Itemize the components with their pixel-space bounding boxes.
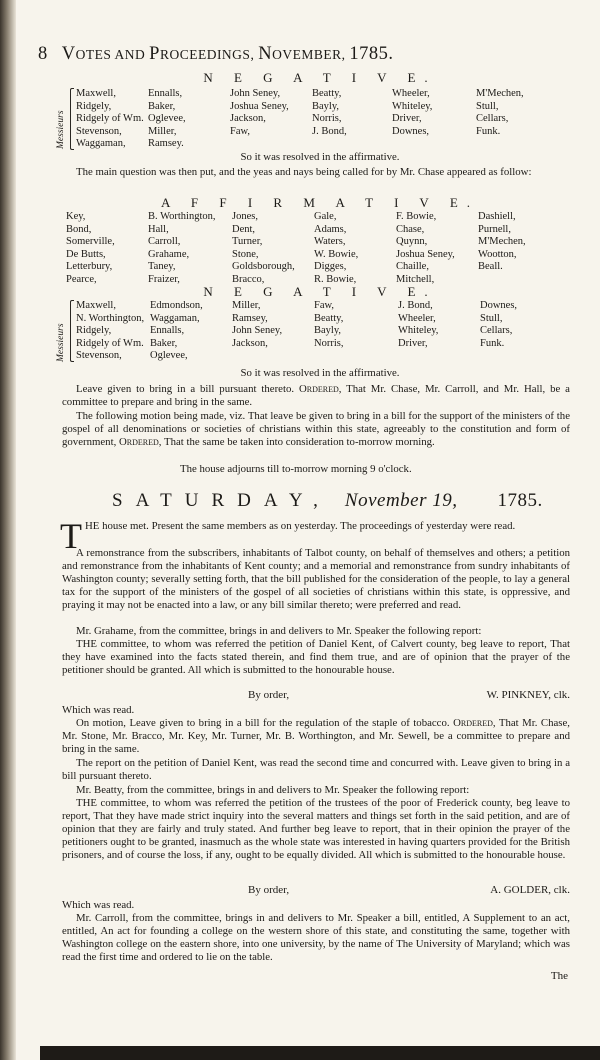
- voter-name: Beall.: [478, 261, 503, 273]
- voter-name: Wheeler,: [392, 88, 430, 99]
- voter-name: Stull,: [476, 100, 499, 112]
- voter-name: Fraizer,: [148, 273, 180, 285]
- catchword: The: [550, 970, 568, 982]
- negative-heading-1: N E G A T I V E.: [203, 70, 437, 85]
- report-kent-text: committee, to whom was referred the petition of Daniel Kent, of Calvert county, beg leave to report, That they have examined into the facts stated therein, and find them true, and are of opinion that the prayer of the petitioner should be granted. All which is submitted to the honourable house.: [62, 638, 570, 676]
- motion-paragraph: [62, 410, 570, 449]
- voter-name: Oglevee,: [148, 113, 186, 125]
- voter-name: Joshua Seney,: [230, 100, 289, 112]
- voter-name: J. Bond,: [398, 300, 433, 311]
- beatty-paragraph: Mr. Beatty, from the committee, brings in and delivers to Mr. Speaker the following report:: [76, 784, 470, 796]
- voter-name: Key,: [66, 211, 86, 222]
- voter-name: Cellars,: [480, 325, 513, 337]
- voter-name: Oglevee,: [150, 350, 188, 362]
- aff-col-3: [232, 211, 295, 287]
- voter-name: R. Bowie,: [314, 273, 357, 285]
- voter-name: Chaille,: [396, 261, 429, 273]
- voter-name: Edmondson,: [150, 300, 203, 311]
- page-header: [38, 44, 393, 65]
- voter-name: Quynn,: [396, 236, 428, 248]
- voter-name: Stull,: [480, 312, 503, 324]
- kent-report-paragraph: The report on the petition of Daniel Kent, was read the second time and concurred with. Leave given to bring in a bill pursuant thereto.: [62, 757, 570, 782]
- motion-text-b: That the same be taken into consideration to-morrow morning.: [161, 435, 435, 448]
- ordered-word: Ordered,: [298, 383, 342, 395]
- voter-name: Norris,: [312, 113, 342, 125]
- voter-name: Beatty,: [314, 312, 344, 324]
- voter-name: F. Bowie,: [396, 211, 437, 222]
- voter-name: Baker,: [150, 337, 178, 349]
- house-met-text: HE house met. Present the same members as on yesterday. The proceedings of yesterday were read.: [85, 520, 516, 532]
- vote1-col-6: [476, 88, 524, 138]
- neg-col-4: [314, 300, 343, 350]
- house-met-paragraph: [60, 516, 570, 556]
- title-roceedings: ROCEEDINGS,: [159, 47, 259, 62]
- voter-name: Funk.: [480, 337, 505, 349]
- aff-col-1: [66, 211, 115, 287]
- neg-col-3: [232, 300, 282, 350]
- resolved-line-2: So it was resolved in the affirmative.: [240, 367, 400, 379]
- voter-name: M'Mechen,: [476, 88, 524, 99]
- voter-name: Chase,: [396, 223, 425, 235]
- voter-name: Beatty,: [312, 88, 342, 99]
- neg-col-1: [76, 300, 144, 363]
- voter-name: Joshua Seney,: [396, 248, 455, 260]
- voter-name: Stone,: [232, 248, 259, 260]
- remonstrance-paragraph: A remonstrance from the subscribers, inhabitants of Talbot county, on behalf of themselves and others; a petition and remonstrance from the inhabitants of Kent county; and a memorial and remonstrance from sundry inhabitants of Washington county; severally setting forth, that the bill published for the consideration of the people, to lay a general tax for the support of the ministers of the gospel of all societies of christians within this state, is oppressive, and praying it may not be enacted into a law, or any bill similar thereto; were preferred and read.: [62, 547, 570, 611]
- carroll-paragraph: Mr. Carroll, from the committee, brings in and delivers to Mr. Speaker a bill, entitled, A Supplement to an act, entitled, An act for founding a college on the western shore of this state, and constituting the same, together with Washington college on the eastern shore, into one university, by the name of The University of Maryland; which was read the first time and ordered to lie on the table.: [62, 912, 570, 963]
- page-number: 8: [38, 44, 48, 64]
- leave-text-a: Leave given to bring in a bill pursuant thereto.: [76, 383, 299, 395]
- which-read-2: Which was read.: [62, 899, 135, 911]
- voter-name: Dent,: [232, 223, 256, 235]
- voter-name: John Seney,: [232, 325, 283, 337]
- page-binding-edge: [0, 0, 16, 1060]
- voter-name: Ridgely,: [76, 100, 112, 112]
- report-frederick-text: committee, to whom was referred the petition of the trustees of the poor of Frederick county, beg leave to report, That they have made strict inquiry into the several matters and things set forth in the said petition, and are of opinion that they are fairly and truly stated. And further beg leave to report, that in their opinion the prayer of the petitioners ought to be granted, inasmuch as the whole state was interested in having quarters provided for the British prisoners, and of course the loss, if any, ought to be equally divided. All which is submitted to the honourable house.: [62, 797, 570, 861]
- voter-name: M'Mechen,: [478, 236, 526, 248]
- voter-name: De Butts,: [66, 248, 106, 260]
- messieurs-label-1: Messieurs: [56, 110, 66, 149]
- tobacco-paragraph: [62, 717, 570, 756]
- voter-name: Bayly,: [314, 325, 342, 337]
- voter-name: Faw,: [314, 300, 335, 311]
- voter-name: Hall,: [148, 223, 169, 235]
- voter-name: Dashiell,: [478, 211, 516, 222]
- voter-name: Stevenson,: [76, 125, 122, 137]
- voter-name: Ridgely of Wm.: [76, 337, 144, 349]
- voter-name: Miller,: [232, 300, 261, 311]
- voter-name: Maxwell,: [76, 300, 116, 311]
- voter-name: N. Worthington,: [76, 312, 145, 324]
- vote1-col-2: [148, 88, 186, 151]
- tobacco-text-b: That Mr. Chase, Mr. Stone, Mr. Bracco, Mr. Key, Mr. Turner, Mr. B. Worthington, and Mr. Sewell, be a committee to prepare and bring in the same.: [62, 717, 570, 755]
- leave-text-b: That Mr. Chase, Mr. Carroll, and Mr. Hall, be a committee to prepare and bring in the same.: [62, 383, 570, 408]
- brace-1: [70, 88, 74, 150]
- voter-name: Ramsey,: [232, 312, 268, 324]
- vote1-col-5: [392, 88, 432, 138]
- voter-name: Bracco,: [232, 273, 265, 285]
- main-question-paragraph: The main question was then put, and the yeas and nays being called for by Mr. Chase appeared as follow:: [76, 166, 532, 178]
- resolved-line-1: So it was resolved in the affirmative.: [240, 151, 400, 163]
- voter-name: Ramsey.: [148, 138, 184, 150]
- affirmative-heading: A F F I R M A T I V E.: [160, 195, 480, 210]
- voter-name: Faw,: [230, 125, 251, 137]
- voter-name: Adams,: [314, 223, 347, 235]
- title-otes: OTES AND: [75, 47, 150, 62]
- title-ovember: OVEMBER,: [272, 47, 350, 62]
- voter-name: Taney,: [148, 261, 176, 273]
- motion-text-a: The following motion being made, viz. That leave be given to bring in a bill for the support of the ministers of the gospel of all denominations or societies of christians within this state, agreeably to the constitution and form of government,: [62, 410, 570, 448]
- header-year: 1785.: [349, 44, 394, 64]
- voter-name: Wootton,: [478, 248, 517, 260]
- report-kent: [62, 638, 570, 677]
- voter-name: Jackson,: [230, 113, 266, 125]
- clerk-signature: A. GOLDER, clk.: [490, 884, 570, 896]
- voter-name: Whiteley,: [392, 100, 433, 112]
- grahame-paragraph: Mr. Grahame, from the committee, brings in and delivers to Mr. Speaker the following report:: [76, 625, 482, 637]
- messieurs-label-2: Messieurs: [56, 323, 66, 362]
- voter-name: Waggaman,: [76, 138, 126, 150]
- voter-name: Grahame,: [148, 248, 190, 260]
- voter-name: Funk.: [476, 125, 501, 137]
- voter-name: Digges,: [314, 261, 347, 273]
- voter-name: Miller,: [148, 125, 177, 137]
- clerk-signature: W. PINKNEY, clk.: [486, 689, 570, 701]
- vote1-col-4: [312, 88, 347, 138]
- voter-name: Goldsborough,: [232, 261, 295, 273]
- tobacco-text-a: On motion, Leave given to bring in a bill for the regulation of the staple of tobacco.: [76, 717, 454, 729]
- voter-name: Jones,: [232, 211, 258, 222]
- report-frederick-the: THE: [76, 797, 97, 809]
- saturday-day: SATURDAY,: [112, 490, 331, 511]
- voter-name: Bayly,: [312, 100, 340, 112]
- voter-name: Stevenson,: [76, 350, 122, 362]
- voter-name: Downes,: [392, 125, 430, 137]
- saturday-date: November 19,: [344, 490, 458, 511]
- drop-cap: T: [60, 516, 82, 556]
- saturday-year: 1785.: [497, 490, 543, 511]
- page-bottom-shadow: [40, 1046, 600, 1060]
- voter-name: Bond,: [66, 223, 92, 235]
- voter-name: Driver,: [398, 337, 428, 349]
- neg-col-2: [150, 300, 203, 363]
- voter-name: J. Bond,: [312, 125, 347, 137]
- voter-name: Ennalls,: [148, 88, 183, 99]
- voter-name: B. Worthington,: [148, 211, 216, 222]
- voter-name: Whiteley,: [398, 325, 439, 337]
- voter-name: Maxwell,: [76, 88, 116, 99]
- voter-name: Ridgely,: [76, 325, 112, 337]
- aff-col-6: [478, 211, 526, 274]
- voter-name: Turner,: [232, 236, 263, 248]
- voter-name: W. Bowie,: [314, 248, 359, 260]
- neg-col-6: [480, 300, 517, 350]
- which-read-1: Which was read.: [62, 704, 135, 716]
- report-kent-the: THE: [76, 638, 97, 650]
- voter-name: Cellars,: [476, 113, 509, 125]
- aff-col-4: [314, 211, 358, 287]
- voter-name: Waggaman,: [150, 312, 200, 324]
- voter-name: Norris,: [314, 337, 344, 349]
- report-frederick: [62, 797, 570, 862]
- voter-name: Purnell,: [478, 223, 511, 235]
- title-p: P: [149, 44, 160, 64]
- vote1-col-3: [230, 88, 289, 138]
- voter-name: Waters,: [314, 236, 346, 248]
- voter-name: Pearce,: [66, 273, 97, 285]
- ordered-word: Ordered,: [118, 435, 162, 448]
- brace-2: [70, 300, 74, 362]
- aff-col-5: [396, 211, 455, 287]
- by-order: By order,: [248, 884, 290, 896]
- voter-name: John Seney,: [230, 88, 281, 99]
- vote1-col-1: [76, 88, 144, 151]
- ordered-word: Ordered,: [453, 717, 496, 729]
- aff-col-2: [148, 211, 216, 287]
- negative-heading-2: N E G A T I V E.: [203, 284, 437, 299]
- title-v: V: [61, 44, 76, 64]
- saturday-heading: [112, 490, 543, 512]
- adjourn-line: The house adjourns till to-morrow morning 9 o'clock.: [180, 463, 412, 475]
- voter-name: Baker,: [148, 100, 176, 112]
- neg-col-5: [398, 300, 438, 350]
- voter-name: Driver,: [392, 113, 422, 125]
- by-order: By order,: [248, 689, 290, 701]
- voter-name: Ridgely of Wm.: [76, 113, 144, 125]
- voter-name: Downes,: [480, 300, 518, 311]
- voter-name: Somerville,: [66, 236, 115, 248]
- voter-name: Mitchell,: [396, 273, 435, 285]
- voter-name: Jackson,: [232, 337, 268, 349]
- voter-name: Carroll,: [148, 236, 181, 248]
- voter-name: Wheeler,: [398, 312, 436, 324]
- voter-name: Letterbury,: [66, 261, 113, 273]
- voter-name: Ennalls,: [150, 325, 185, 337]
- title-n: N: [258, 44, 273, 64]
- voter-name: Gale,: [314, 211, 337, 222]
- leave-paragraph: [62, 383, 570, 409]
